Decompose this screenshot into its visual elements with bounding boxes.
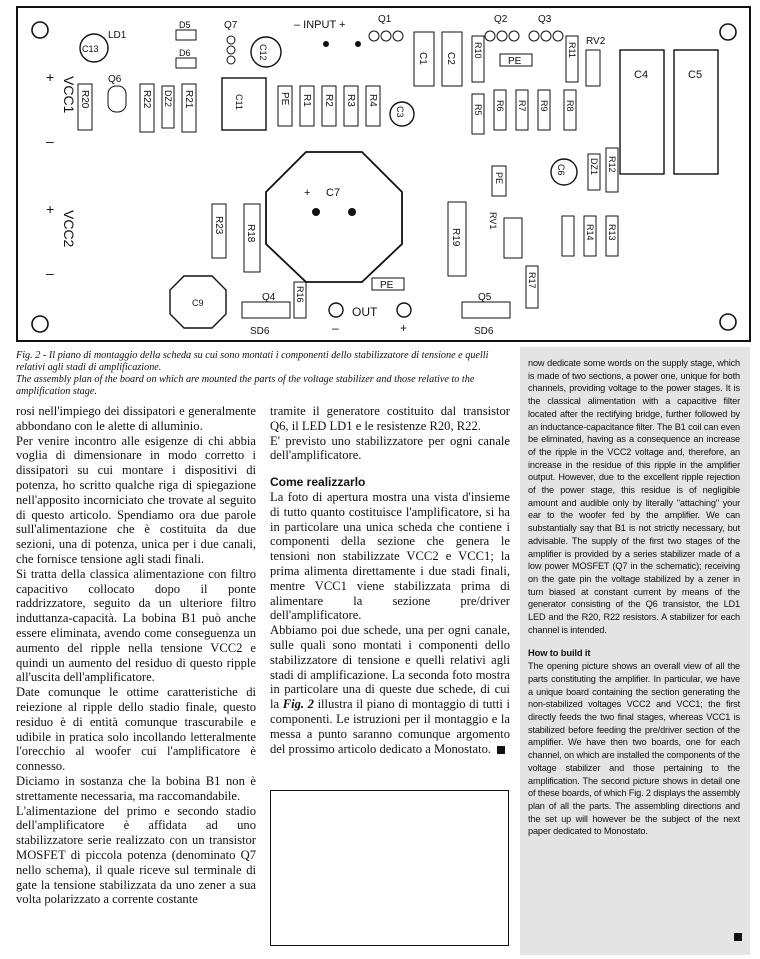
pcb-assembly-plan bbox=[16, 6, 751, 342]
r19-label: R19 bbox=[450, 228, 461, 247]
r23-label: R23 bbox=[213, 216, 224, 235]
c2-label: C2 bbox=[445, 52, 456, 65]
end-of-article-mark bbox=[497, 746, 505, 754]
paragraph: Per venire incontro alle esigenze di chi abbia voglia di dimensionare in modo corretto i dissipatori su cui montare i dispositivi di potenza, ho scritto qualche riga di spiegazione nell'apposito incorniciato che trovate al seguito di questo articolo. Spendiamo ora due parole sull'alimentazione che è costituita da due sezioni, una di potenza, unica per i due canali, che fornisce tensione agli stadi finali. bbox=[16, 433, 256, 566]
pe-label: PE bbox=[279, 92, 290, 106]
c3-label: C3 bbox=[395, 106, 405, 118]
figure-reference: Fig. 2 bbox=[282, 697, 314, 712]
vcc2-plus: + bbox=[46, 201, 55, 217]
q1-label: Q1 bbox=[378, 14, 392, 25]
c7-plus: + bbox=[304, 187, 311, 199]
paragraph: now dedicate some words on the supply stage, which is made of two sections, a power one, unique for both channels, providing voltage to the power stages. It is the classical alimentation with a capacitive filter located after the rectifying bridge, further followed by an inductance-capacitance filter. The B1 coil can even be eliminated, having as a consequence an increase of the ripple in the VCC2 voltage and, therefore, an increase in the residue of this ripple in the amplifier output. However, due to the excellent ripple rejection of the power stage, this residue is of negligible amount and audible only by literally "attaching" your ear to the woofer fed by the amplifier. We can substantially say that B1 is not strictly necessary, but advisable. The supply of the first two stages of the amplifier is provided by a series stabilizer made of a low power MOSFET (Q7 in the schematic); receiving on the gate pin the voltage stabilized by a zener in turn biased at constant current by means of the generator consisting of the Q6 transistor, the LD1 LED and the R20, R22 resistors. A stabilizer for each channel is intended. bbox=[528, 358, 740, 635]
r21-label: R21 bbox=[183, 90, 194, 109]
c7-label: C7 bbox=[326, 187, 341, 199]
r4-label: R4 bbox=[367, 94, 378, 107]
dz1-label: DZ1 bbox=[589, 158, 599, 176]
q2-label: Q2 bbox=[494, 14, 508, 25]
c11-label: C11 bbox=[234, 94, 244, 110]
paragraph: E' previsto uno stabilizzatore per ogni canale dell'amplificatore. bbox=[270, 433, 510, 463]
c9-label: C9 bbox=[192, 298, 204, 308]
article-column-1 bbox=[16, 404, 256, 907]
vcc2-label: VCC2 bbox=[61, 210, 77, 248]
r10-label: R10 bbox=[473, 42, 483, 59]
r22-label: R22 bbox=[141, 90, 152, 109]
r14-label: R14 bbox=[585, 224, 595, 241]
r5-label: R5 bbox=[473, 104, 483, 116]
sd6-right: SD6 bbox=[474, 326, 494, 337]
paragraph-text: illustra il piano di montaggio di tutti i componenti. Le istruzioni per il montaggio e la messa a punto saranno comunque argomento del prossimo articolo dedicato a Monostato. bbox=[270, 697, 510, 756]
q5-label: Q5 bbox=[478, 292, 492, 303]
d5-label: D5 bbox=[179, 20, 191, 30]
q3-label: Q3 bbox=[538, 14, 552, 25]
r11-label: R11 bbox=[567, 42, 577, 58]
r12-label: R12 bbox=[607, 156, 617, 173]
r7-label: R7 bbox=[517, 100, 527, 112]
r20-label: R20 bbox=[79, 90, 90, 109]
paragraph: The opening picture shows an overall view of all the parts constituting the amplifier. In particular, we have a unique board containing the section generating the non-stabilized voltages VCC2 and VCC1; the first directly feeds the two final stages, whereas VCC1 is stabilized before feeding the pre/driver section of the amplifier. We have then two boards, one for each channel, on which are installed the components of the voltage stabilizer and those pertaining to the amplification. The second picture shows in detail one of these boards, of which Fig. 2 displays the assembly plan of all the parts. The assembling directions and the set up will however be the subject of the next paper dedicated to Monostato. bbox=[528, 661, 741, 837]
out-minus: – bbox=[332, 321, 339, 335]
d6-label: D6 bbox=[179, 48, 191, 58]
paragraph: Si tratta della classica alimentazione con filtro capacitivo collocato dopo il ponte raddrizzatore, seguito da un ulteriore filtro induttanza-capacità. La bobina B1 può anche essere eliminata, avendo come conseguenza un aumento del ripple nella tensione VCC2 e quindi un aumento del residuo di questo ripple all'uscita dell'amplificatore. bbox=[16, 566, 256, 685]
input-label: – INPUT + bbox=[294, 19, 346, 31]
vcc1-plus: + bbox=[46, 69, 55, 85]
q7-label: Q7 bbox=[224, 20, 238, 31]
section-heading: Come realizzarlo bbox=[270, 475, 366, 490]
paragraph: Diciamo in sostanza che la bobina B1 non è strettamente necessaria, ma raccomandabile. bbox=[16, 773, 256, 803]
c1-label: C1 bbox=[417, 52, 428, 65]
q4-label: Q4 bbox=[262, 292, 276, 303]
pe-label-4: PE bbox=[380, 280, 394, 291]
rv1-label: RV1 bbox=[488, 212, 498, 230]
c12-label: C12 bbox=[258, 44, 268, 61]
out-plus: + bbox=[400, 321, 408, 335]
c6-label: C6 bbox=[556, 164, 566, 176]
r13-label: R13 bbox=[607, 224, 617, 241]
end-of-article-mark bbox=[734, 933, 742, 941]
rv2-label: RV2 bbox=[586, 36, 606, 47]
figure-caption-italian: Fig. 2 - Il piano di montaggio della scheda su cui sono montati i componenti dello stabilizzatore di tensione e quelli relativi agli stadi di amplificazione. bbox=[16, 350, 489, 373]
sd6-left: SD6 bbox=[250, 326, 270, 337]
r8-label: R8 bbox=[565, 100, 575, 112]
r1-label: R1 bbox=[301, 94, 312, 107]
pe-label-3: PE bbox=[494, 172, 504, 185]
paragraph: rosi nell'impiego dei dissipatori e generalmente abbondano con le alette di alluminio. bbox=[16, 404, 256, 433]
c5-label: C5 bbox=[688, 69, 703, 81]
paragraph: Date comunque le ottime caratteristiche di reiezione al ripple dello stadio finale, questo residuo è di entità comunque trascurabile e udibile in pratica solo incollando letteralmente l'orecchio al woofer cui l'amplificatore è connesso. bbox=[16, 685, 256, 774]
vcc1-minus: – bbox=[46, 133, 54, 149]
vcc2-minus: – bbox=[46, 265, 54, 281]
pe-label-2: PE bbox=[508, 56, 522, 67]
paragraph-text: Abbiamo poi due schede, una per ogni canale, sulle quali sono montati i componenti dello stabilizzatore di tensione e quelli relativi agli stadi di amplificazione. La seconda foto mostra in particolare una di queste due schede, di cui la bbox=[270, 623, 510, 712]
c13-label: C13 bbox=[82, 44, 99, 54]
paragraph: L'alimentazione del primo e secondo stadio dell'amplificatore è affidata ad uno stabilizzatore serie realizzato con un transistor MOSFET di piccola potenza (denominato Q7 nello schema), il quale riceve sul terminale di gate la tensione stabilizzata da uno zener a sua volta polarizzato a corrente costante bbox=[16, 803, 256, 907]
c4-label: C4 bbox=[634, 69, 649, 81]
vcc1-label: VCC1 bbox=[61, 76, 77, 114]
paragraph: tramite il generatore costituito dal transistor Q6, il LED LD1 e le resistenze R20, R22. bbox=[270, 404, 510, 433]
r18-label: R18 bbox=[245, 224, 256, 243]
r6-label: R6 bbox=[495, 100, 505, 112]
section-heading: How to build it bbox=[528, 647, 591, 659]
ld1-label: LD1 bbox=[108, 30, 127, 41]
r3-label: R3 bbox=[345, 94, 356, 107]
english-translation-column bbox=[520, 347, 750, 955]
r9-label: R9 bbox=[539, 100, 549, 112]
r2-label: R2 bbox=[323, 94, 334, 107]
r16-label: R16 bbox=[295, 286, 305, 303]
empty-photo-frame bbox=[270, 790, 509, 946]
article-column-2 bbox=[270, 404, 510, 756]
paragraph bbox=[270, 623, 510, 756]
figure-caption-english: The assembly plan of the board on which are mounted the parts of the voltage stabilizer and those relative to the amplification stage. bbox=[16, 374, 475, 397]
out-label: OUT bbox=[352, 305, 378, 319]
r17-label: R17 bbox=[527, 272, 537, 289]
paragraph: La foto di apertura mostra una vista d'insieme di tutto quanto costituisce l'amplificatore, si ha in particolare una unica scheda che contiene i componenti della sezione che genera le tensioni non stabilizzate VCC2 e VCC1; la prima alimenta direttamente i due stadi finali, mentre VCC1 viene stabilizzata prima di alimentare la sezione pre/driver dell'amplificatore. bbox=[270, 489, 510, 623]
dz2-label: DZ2 bbox=[163, 90, 173, 108]
q6-label: Q6 bbox=[108, 74, 122, 85]
